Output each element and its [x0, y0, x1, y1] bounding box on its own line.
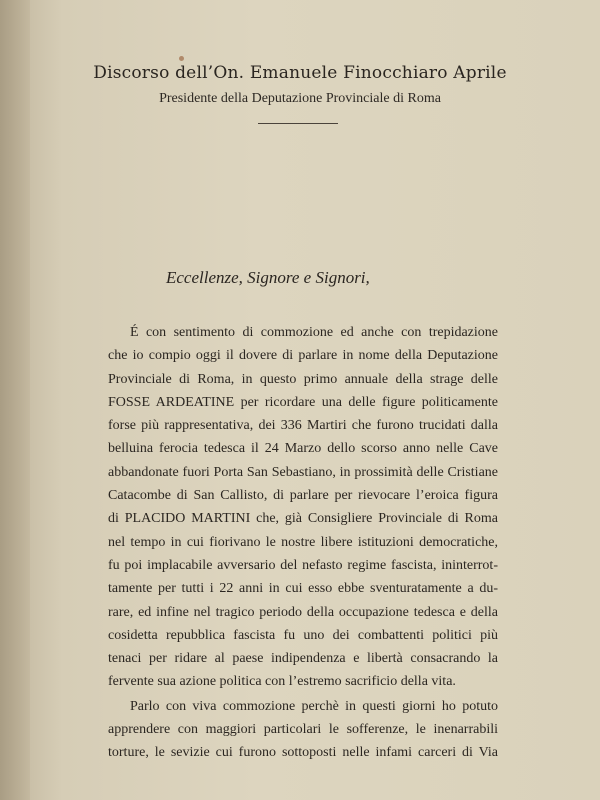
text-line: che io compio oggi il dovere di parlare in nome della Deputazione: [108, 348, 498, 364]
text-line: belluina ferocia tedesca il 24 Marzo dello scorso anno nelle Cave: [108, 441, 498, 457]
salutation: Eccellenze, Signore e Signori,: [166, 268, 370, 287]
text-line: É con sentimento di commozione ed anche con trepidazione: [130, 325, 498, 340]
text-line: Provinciale di Roma, in questo primo annuale della strage delle: [108, 371, 498, 387]
text-line: Catacombe di San Callisto, di parlare per rievocare l’eroica figura: [108, 488, 498, 504]
text-line: Parlo con viva commozione perchè in questi giorni ho potuto: [130, 698, 498, 714]
text-line: rare, ed infine nel tragico periodo della occupazione tedesca e della: [108, 604, 498, 620]
text-line: forse più rappresentativa, dei 336 Martiri che furono trucidati dalla: [108, 418, 498, 434]
text-line: apprendere con maggiori particolari le sofferenze, le inenarrabili: [108, 722, 498, 738]
text-line: cosidetta repubblica fascista fu uno dei combattenti politici più: [108, 627, 498, 643]
title-divider: [258, 123, 338, 124]
text-line: tamente per tutti i 22 anni in cui esso ebbe sventuratamente a du-: [108, 581, 498, 597]
text-line: tenaci per ridare al paese indipendenza e libertà consacrando la: [108, 651, 498, 667]
text-line: nel tempo in cui fiorivano le nostre libere istituzioni democratiche,: [108, 534, 498, 550]
text-line: fervente sua azione politica con l’estremo sacrificio della vita.: [108, 674, 456, 690]
paper-spot: [179, 56, 184, 61]
speech-body: [108, 321, 498, 765]
text-line: torture, le sevizie cui furono sottoposti nelle infami carceri di Via: [108, 745, 498, 761]
text-line: FOSSE ARDEATINE per ricordare una delle figure politicamente: [108, 394, 498, 410]
speech-subtitle: Presidente della Deputazione Provinciale di Roma: [159, 91, 441, 106]
book-gutter: [0, 0, 30, 800]
speech-title: Discorso dell’On. Emanuele Finocchiaro Aprile: [93, 63, 507, 83]
text-line: di PLACIDO MARTINI che, già Consigliere Provinciale di Roma: [108, 511, 498, 527]
text-line: abbandonate fuori Porta San Sebastiano, in prossimità delle Cristiane: [108, 464, 498, 480]
text-line: fu poi implacabile avversario del nefasto regime fascista, ininterrot-: [108, 557, 498, 573]
